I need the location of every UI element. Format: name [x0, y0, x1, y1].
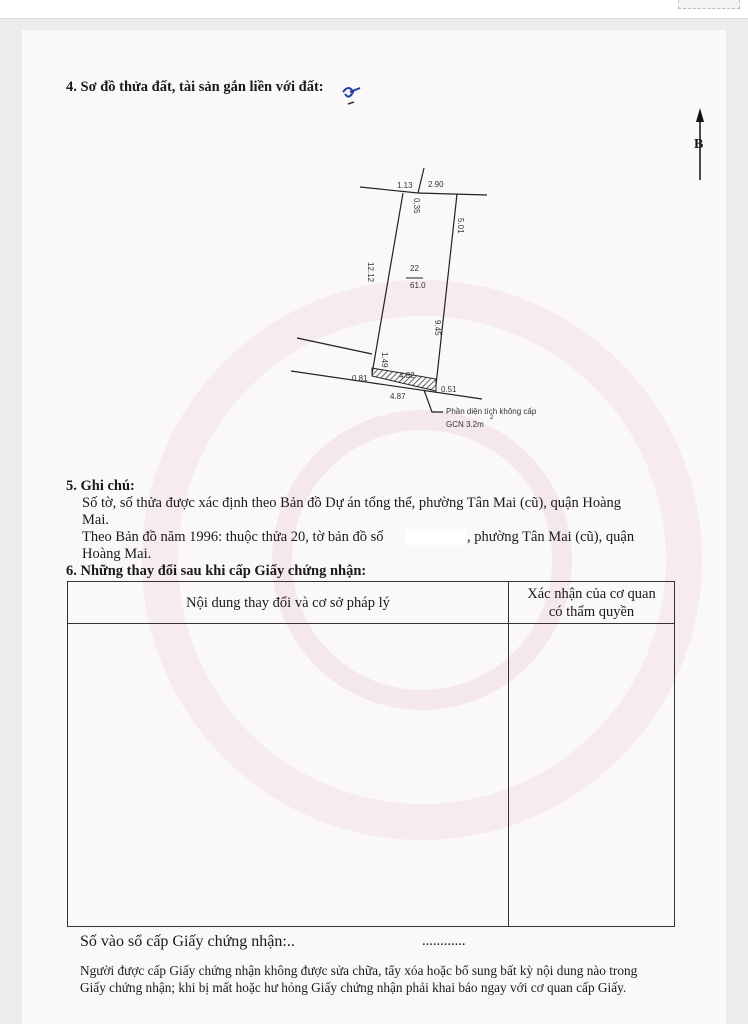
note-line-3b: , phường Tân Mai (cũ), quận — [467, 529, 635, 545]
column-header-content: Nội dung thay đổi và cơ sở pháp lý — [68, 582, 509, 624]
col2-line-1: Xác nhận của cơ quan — [527, 585, 656, 602]
dim-inner-bottom: 4.82 — [399, 371, 415, 380]
signature-mark — [343, 88, 360, 97]
section-4-title: 4. Sơ đồ thửa đất, tài sản gắn liền với đất: — [66, 79, 324, 95]
parcel-number: 22 — [410, 264, 419, 273]
redacted-sheet-number — [405, 529, 467, 545]
note-line-4: Hoàng Mai. — [82, 546, 152, 562]
register-dots: ............ — [422, 933, 466, 949]
north-label: B — [694, 137, 704, 152]
area-unit-superscript: 2 — [490, 415, 494, 421]
warning-line-1: Người được cấp Giấy chứng nhận không được sửa chữa, tẩy xóa hoặc bổ sung bất kỳ nội dung nào trong — [80, 963, 638, 978]
section-5-title: 5. Ghi chú: — [66, 478, 135, 494]
dim-top-left: 1.13 — [397, 181, 413, 190]
warning-line-2: Giấy chứng nhận; khi bị mất hoặc hư hỏng Giấy chứng nhận phải khai báo ngay với cơ quan cấp Giấy. — [80, 980, 627, 995]
note-line-3a: Theo Bản đồ năm 1996: thuộc thửa 20, tờ bản đồ số — [82, 529, 384, 545]
dim-left-lower: 1.49 — [380, 352, 389, 368]
excluded-area-value: GCN 3.2m — [446, 420, 484, 429]
changes-table — [67, 581, 675, 927]
note-line-2: Mai. — [82, 512, 109, 528]
dim-bottom: 4.87 — [390, 392, 406, 401]
dim-right-lower: 9.45 — [433, 320, 442, 336]
section-6-title: 6. Những thay đổi sau khi cấp Giấy chứng nhận: — [66, 563, 367, 579]
parcel-area: 61.0 — [410, 281, 426, 290]
changes-content-cell — [68, 624, 509, 927]
dim-bottom-left: 0.81 — [352, 374, 368, 383]
dim-top-right: 2.90 — [428, 180, 444, 189]
note-line-1: Số tờ, số thửa được xác định theo Bản đồ Dự án tổng thể, phường Tân Mai (cũ), quận Hoàng — [82, 495, 622, 511]
dim-right-upper: 5.01 — [456, 218, 465, 234]
confirmation-cell — [509, 624, 675, 927]
dim-offset: 0.35 — [412, 198, 421, 214]
dim-bottom-right: 0.51 — [441, 385, 457, 394]
col2-line-2: có thẩm quyền — [548, 603, 635, 620]
excluded-area-note: Phần diện tích không cấp — [446, 407, 537, 416]
register-label: Số vào sổ cấp Giấy chứng nhận:.. — [80, 933, 295, 950]
dim-left: 12.12 — [366, 262, 375, 283]
column-header-confirmation — [509, 582, 675, 624]
